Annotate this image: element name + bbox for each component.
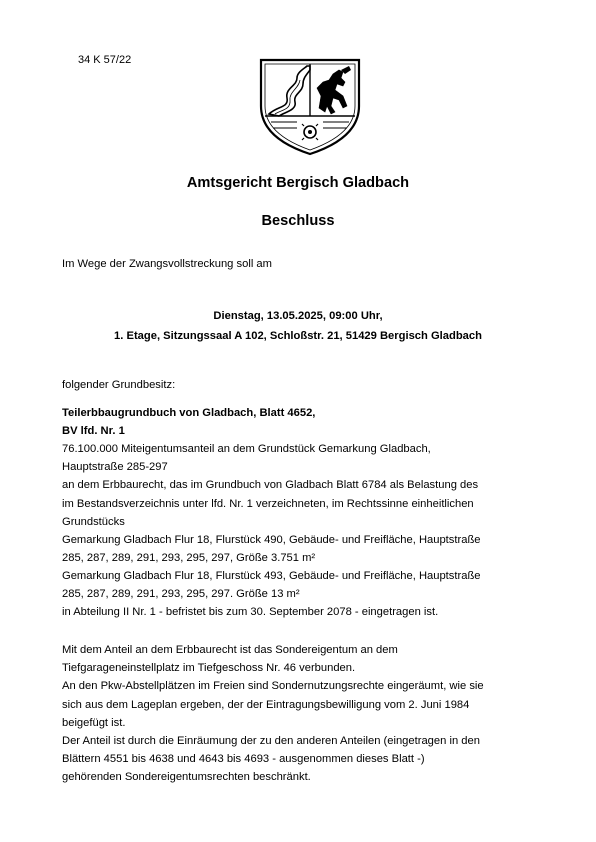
detail-line: Tiefgarageneinstellplatz im Tiefgeschoss Nr. 46 verbunden. [62, 662, 356, 675]
description-line: Grundstücks [62, 515, 125, 528]
nrw-coat-of-arms-logo [257, 56, 363, 156]
description-line: 285, 287, 289, 291, 293, 295, 297, Größe 3.751 m² [62, 551, 316, 564]
detail-line: An den Pkw-Abstellplätzen im Freien sind Sondernutzungsrechte eingeräumt, wie sie [62, 680, 484, 693]
auction-date-block [0, 306, 596, 346]
auction-location-line: 1. Etage, Sitzungssaal A 102, Schloßstr. 21, 51429 Bergisch Gladbach [114, 330, 482, 342]
detail-line: Mit dem Anteil an dem Erbbaurecht ist das Sondereigentum an dem [62, 644, 398, 657]
description-line: Hauptstraße 285-297 [62, 461, 168, 474]
description-line: im Bestandsverzeichnis unter lfd. Nr. 1 verzeichneten, im Rechtssinne einheitlichen [62, 497, 474, 510]
description-line: in Abteilung II Nr. 1 - befristet bis zum 30. September 2078 - eingetragen ist. [62, 606, 439, 619]
land-register-heading: Teilerbbaugrundbuch von Gladbach, Blatt 4652, [62, 407, 316, 420]
detail-line: Der Anteil ist durch die Einräumung der zu den anderen Anteilen (eingetragen in den [62, 734, 480, 747]
detail-line: Blättern 4551 bis 4638 und 4643 bis 4693 - ausgenommen dieses Blatt -) [62, 752, 425, 765]
detail-line: gehörenden Sondereigentumsrechten beschränkt. [62, 770, 311, 783]
document-type-heading: Beschluss [261, 213, 335, 229]
case-number: 34 K 57/22 [78, 54, 132, 66]
description-line: 76.100.000 Miteigentumsanteil an dem Grundstück Gemarkung Gladbach, [62, 443, 431, 456]
court-name-heading: Amtsgericht Bergisch Gladbach [186, 175, 410, 191]
coat-of-arms-graphic [257, 56, 363, 156]
detail-line: sich aus dem Lageplan ergeben, der der Eintragungsbewilligung vom 2. Juni 1984 [62, 698, 470, 711]
description-line: an dem Erbbaurecht, das im Grundbuch von Gladbach Blatt 6784 als Belastung des [62, 479, 479, 492]
description-line: Gemarkung Gladbach Flur 18, Flurstück 493, Gebäude- und Freifläche, Hauptstraße [62, 569, 481, 582]
property-description [62, 376, 532, 786]
inventory-number: BV lfd. Nr. 1 [62, 425, 125, 438]
property-lead-text: folgender Grundbesitz: [62, 379, 176, 391]
detail-line: beigefügt ist. [62, 716, 126, 729]
intro-text: Im Wege der Zwangsvollstreckung soll am [62, 258, 272, 270]
auction-date-line: Dienstag, 13.05.2025, 09:00 Uhr, [213, 310, 383, 322]
description-line: Gemarkung Gladbach Flur 18, Flurstück 490, Gebäude- und Freifläche, Hauptstraße [62, 533, 481, 546]
description-line: 285, 287, 289, 291, 293, 295, 297. Größe 13 m² [62, 588, 300, 601]
